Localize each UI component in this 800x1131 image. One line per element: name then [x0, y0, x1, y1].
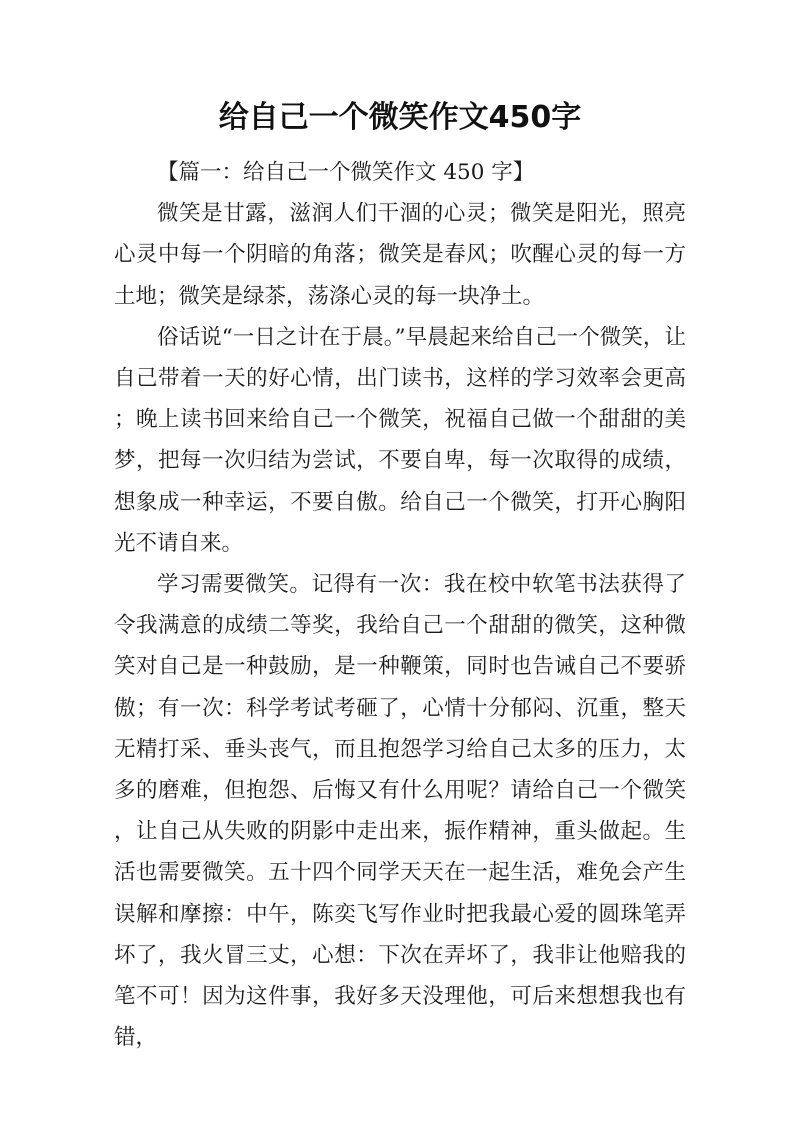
- paragraph-3: 学习需要微笑。记得有一次：我在校中软笔书法获得了令我满意的成绩二等奖，我给自己一个甜甜的微笑，这种微笑对自己是一种鼓励，是一种鞭策，同时也告诫自己不要骄傲；有一次：科学考试考砸了，心情十分郁闷、沉重，整天无精打采、垂头丧气，而且抱怨学习给自己太多的压力，太多的磨难，但抱怨、后悔又有什么用呢？请给自己一个微笑，让自己从失败的阴影中走出来，振作精神，重头做起。生活也需要微笑。五十四个同学天天在一起生活，难免会产生误解和摩擦：中午，陈奕飞写作业时把我最心爱的圆珠笔弄坏了，我火冒三丈，心想：下次在弄坏了，我非让他赔我的笔不可！因为这件事，我好多天没理他，可后来想想我也有错，: [114, 572, 686, 1051]
- section-heading: 【篇一：给自己一个微笑作文 450 字】: [157, 160, 535, 185]
- document-body: [114, 152, 686, 1058]
- document-title: 给自己一个微笑作文450字: [218, 100, 582, 135]
- paragraph-2: 俗话说“一日之计在于晨。”早晨起来给自己一个微笑，让自己带着一天的好心情，出门读书，这样的学习效率会更高；晚上读书回来给自己一个微笑，祝福自己做一个甜甜的美梦，把每一次归结为尝试，不要自卑，每一次取得的成绩，想象成一种幸运，不要自傲。给自己一个微笑，打开心胸阳光不请自来。: [114, 324, 686, 556]
- paragraph-1: 微笑是甘露，滋润人们干涸的心灵；微笑是阳光，照亮心灵中每一个阴暗的角落；微笑是春风；吹醒心灵的每一方土地；微笑是绿茶，荡涤心灵的每一块净土。: [114, 201, 686, 309]
